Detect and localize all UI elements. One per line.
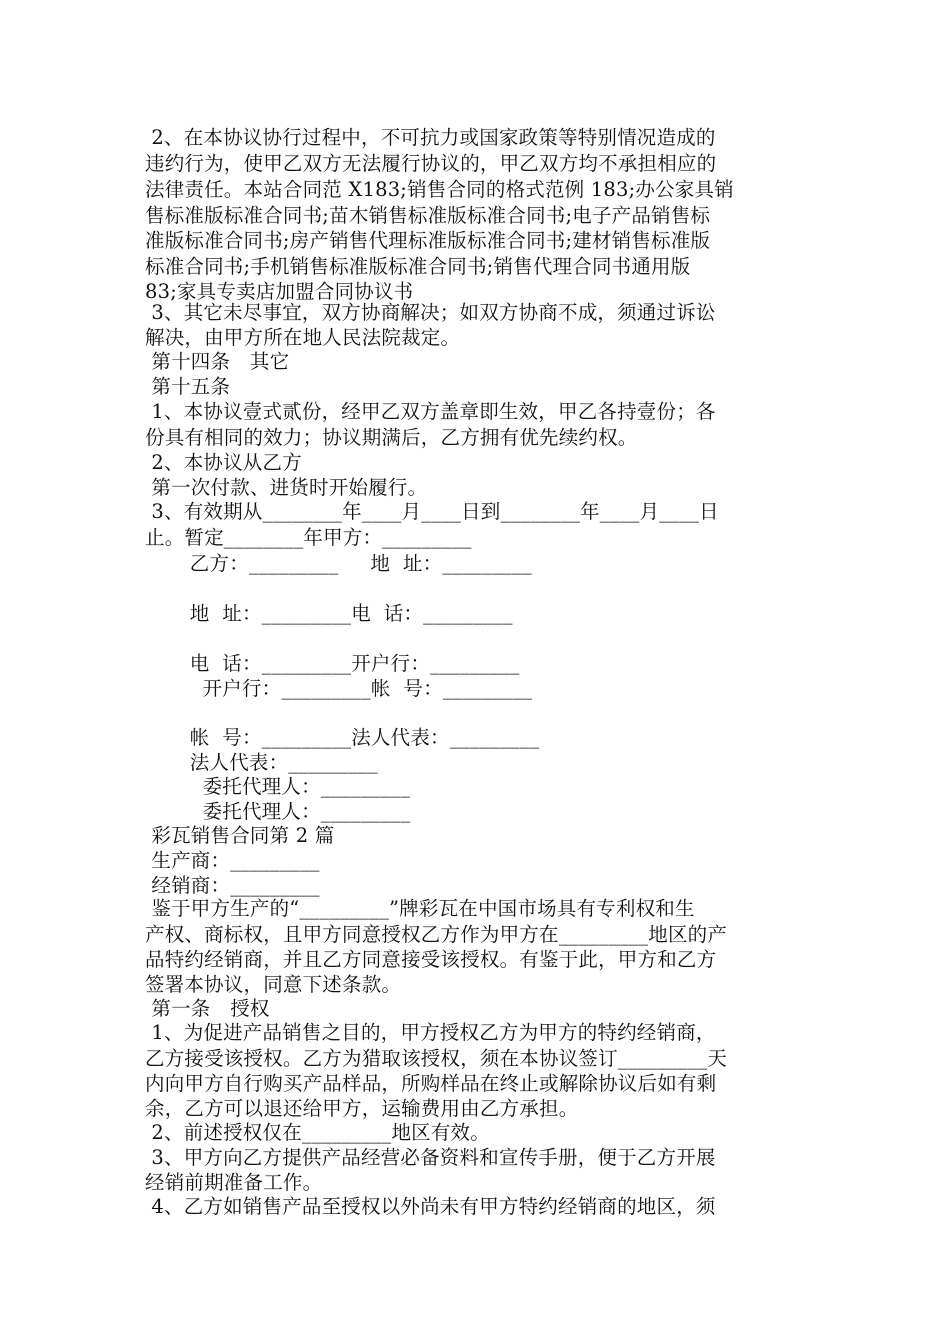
text-line: 解决，由甲方所在地人民法院裁定。 <box>145 326 461 349</box>
text-line: 3、甲方向乙方提供产品经营必备资料和宣传手册，便于乙方开展 <box>145 1146 716 1169</box>
text-line: 份具有相同的效力；协议期满后，乙方拥有优先续约权。 <box>145 426 638 449</box>
text-line: 品特约经销商，并且乙方同意接受该授权。有鉴于此，甲方和乙方 <box>145 948 717 971</box>
article-heading: 第十五条 <box>145 375 231 398</box>
text-line: 乙方接受该授权。乙方为猎取该授权，须在本协议签订_________天 <box>145 1047 728 1070</box>
signature-line: 委托代理人：_________ <box>145 775 411 798</box>
signature-line: 开户行：_________帐 号：_________ <box>145 677 533 700</box>
text-line: 生产商：_________ <box>145 849 320 872</box>
signature-line: 委托代理人：_________ <box>145 800 411 823</box>
signature-line: 帐 号：_________法人代表：_________ <box>145 726 540 749</box>
text-line: 内向甲方自行购买产品样品，所购样品在终止或解除协议后如有剩 <box>145 1072 717 1095</box>
text-line: 4、乙方如销售产品至授权以外尚未有甲方特约经销商的地区，须 <box>145 1195 716 1218</box>
signature-line: 法人代表：_________ <box>145 751 378 774</box>
text-line: 鉴于甲方生产的“_________”牌彩瓦在中国市场具有专利权和生 <box>145 897 695 920</box>
text-line: 83;家具专卖店加盟合同协议书 <box>145 280 414 303</box>
text-line: 余，乙方可以退还给甲方，运输费用由乙方承担。 <box>145 1097 579 1120</box>
text-line: 2、前述授权仅在_________地区有效。 <box>145 1121 490 1144</box>
signature-line: 电 话：_________开户行：_________ <box>145 652 520 675</box>
article-heading: 第一条 授权 <box>145 997 270 1020</box>
text-line: 经销前期准备工作。 <box>145 1171 323 1194</box>
text-line: 违约行为，使甲乙双方无法履行协议的，甲乙双方均不承担相应的 <box>145 152 717 175</box>
section-title: 彩瓦销售合同第 2 篇 <box>145 824 335 847</box>
text-line: 第一次付款、进货时开始履行。 <box>145 476 428 499</box>
article-heading: 第十四条 其它 <box>145 350 290 373</box>
text-line: 法律责任。本站合同范 X183;销售合同的格式范例 183;办公家具销 <box>145 178 734 201</box>
text-line: 售标准版标准合同书;苗木销售标准版标准合同书;电子产品销售标 <box>145 204 711 227</box>
text-line: 1、为促进产品销售之目的，甲方授权乙方为甲方的特约经销商， <box>145 1021 716 1044</box>
text-line: 产权、商标权，且甲方同意授权乙方作为甲方在_________地区的产 <box>145 923 728 946</box>
text-line: 准版标准合同书;房产销售代理标准版标准合同书;建材销售标准版 <box>145 229 711 252</box>
text-line: 签署本协议，同意下述条款。 <box>145 973 402 996</box>
text-line: 止。暂定________年甲方：_________ <box>145 526 472 549</box>
text-line: 3、其它未尽事宜，双方协商解决；如双方协商不成，须通过诉讼 <box>145 301 716 324</box>
signature-line: 乙方：_________ 地 址：_________ <box>145 552 532 575</box>
text-line: 1、本协议壹式贰份，经甲乙双方盖章即生效，甲乙各持壹份；各 <box>145 400 716 423</box>
text-line: 标准合同书;手机销售标准版标准合同书;销售代理合同书通用版 <box>145 255 691 278</box>
text-line: 2、在本协议协行过程中，不可抗力或国家政策等特别情况造成的 <box>145 126 716 149</box>
text-line: 2、本协议从乙方 <box>145 451 302 474</box>
text-line: 经销商：_________ <box>145 874 320 897</box>
signature-line: 地 址：_________电 话：_________ <box>145 602 513 625</box>
text-line: 3、有效期从________年____月____日到________年____月____日 <box>145 500 719 523</box>
